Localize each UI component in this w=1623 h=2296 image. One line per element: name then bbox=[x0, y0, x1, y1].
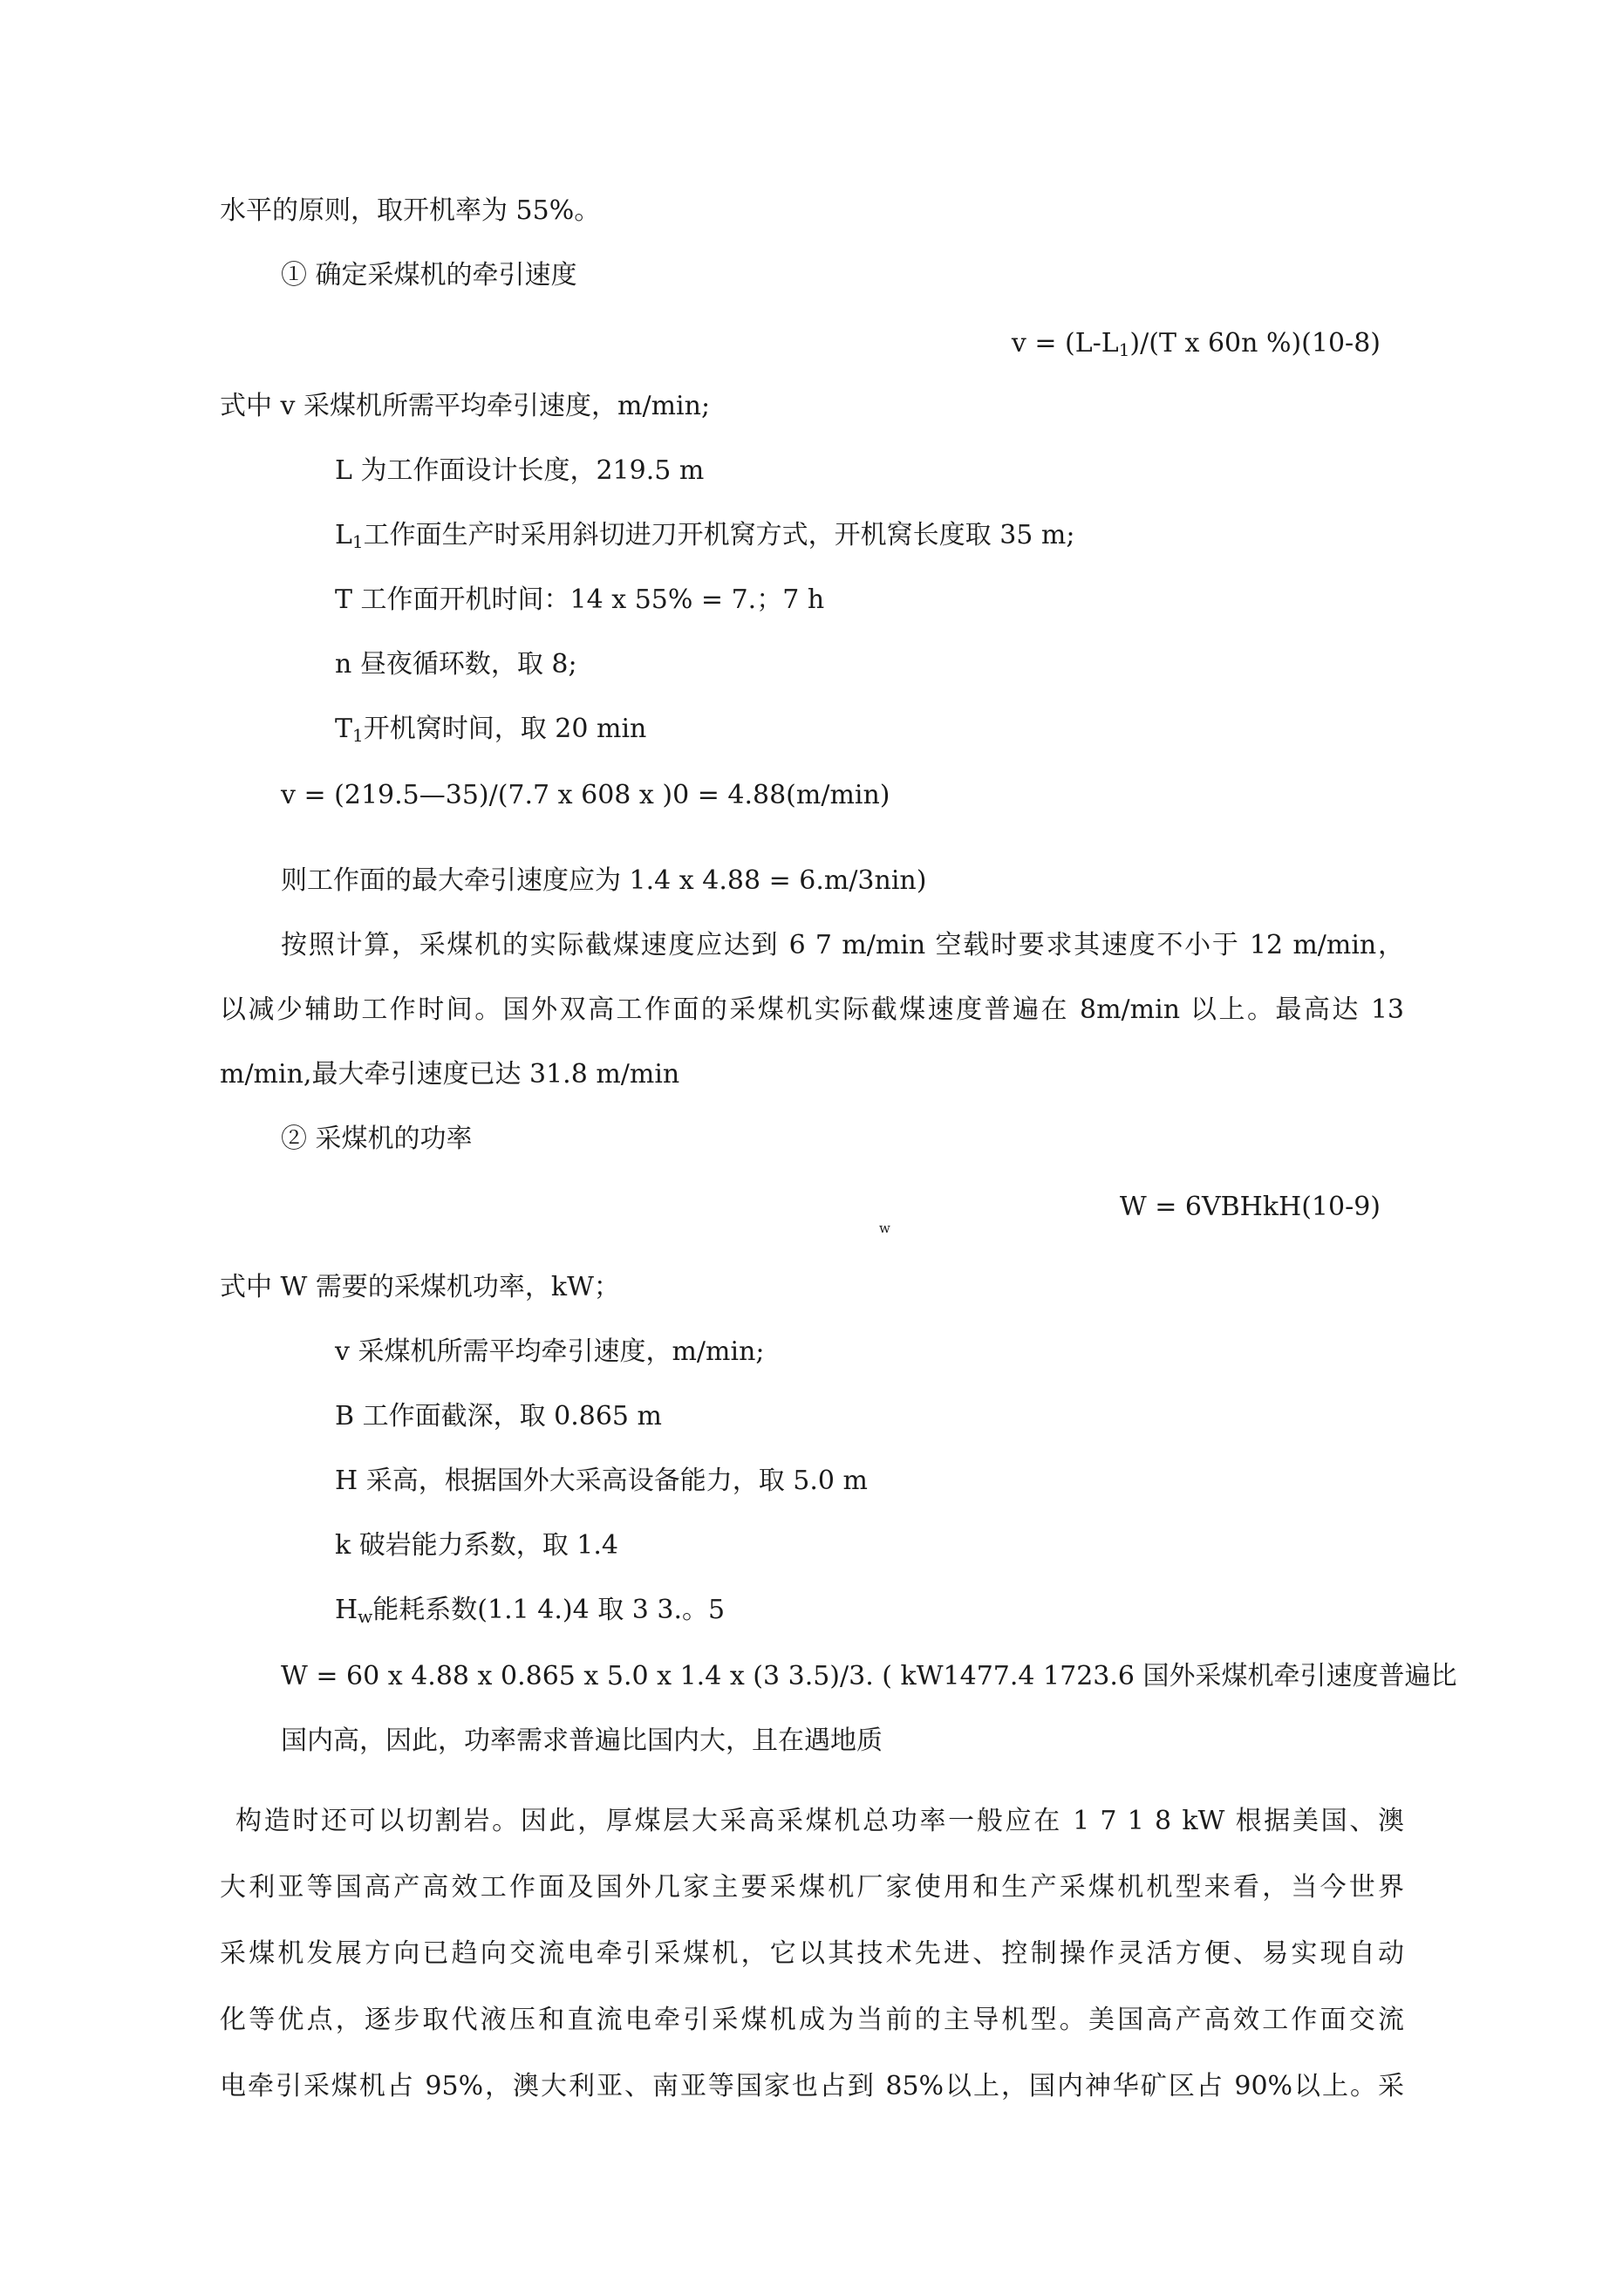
paragraph-line: 以减少辅助工作时间。国外双高工作面的采煤机实际截煤速度普遍在 8m/min 以上。最高达 13 bbox=[220, 994, 1404, 1025]
calculation-line: W = 60 x 4.88 x 0.865 x 5.0 x 1.4 x (3 3.5)/3. ( kW1477.4 1723.6 国外采煤机牵引速度普遍比 bbox=[281, 1661, 1457, 1691]
formula-10-9: W = 6VBHkH(10-9) bbox=[1119, 1192, 1381, 1222]
variable-definition-l1: $L_1$工作面生产时采用斜切进刀开机窝方式，开机窝长度取 35 m; bbox=[335, 520, 1075, 552]
section-heading-power: ② 采煤机的功率 bbox=[281, 1124, 473, 1154]
section-heading-traction-speed: ① 确定采煤机的牵引速度 bbox=[281, 260, 577, 290]
paragraph-line: m/min,最大牵引速度已达 31.8 m/min bbox=[220, 1059, 680, 1090]
formula-10-8: $v = (L-L_1)/(T$ x 60n %)(10-8) bbox=[1011, 328, 1381, 360]
variable-definition-v: v 采煤机所需平均牵引速度，m/min; bbox=[335, 1336, 765, 1367]
calculation-line: v = (219.5—35)/(7.7 x 608 x )0 = 4.88(m/min) bbox=[281, 780, 890, 810]
variable-definition-l: L 为工作面设计长度，219.5 m bbox=[335, 455, 705, 486]
paragraph-line: 电牵引采煤机占 95%，澳大利亚、南亚等国家也占到 85%以上，国内神华矿区占 90%以上。采 bbox=[220, 2071, 1404, 2101]
variable-definition-intro: 式中 W 需要的采煤机功率，kW； bbox=[220, 1272, 620, 1302]
paragraph-line: 按照计算，采煤机的实际截煤速度应达到 6 7 m/min 空载时要求其速度不小于 12 m/min， bbox=[281, 930, 1404, 960]
paragraph-line: 大利亚等国高产高效工作面及国外几家主要采煤机厂家使用和生产采煤机机型来看，当今世界 bbox=[220, 1872, 1404, 1903]
variable-definition-intro: 式中 v 采煤机所需平均牵引速度，m/min; bbox=[220, 391, 711, 421]
formula-subscript-w: w bbox=[879, 1220, 890, 1236]
variable-definition-t: T 工作面开机时间：14 x 55% = 7.；7 h bbox=[335, 584, 825, 615]
variable-definition-b: B 工作面截深，取 0.865 m bbox=[335, 1401, 662, 1432]
variable-definition-t1: $T_1$开机窝时间，取 20 min bbox=[335, 714, 647, 746]
paragraph-line: 构造时还可以切割岩。因此，厚煤层大采高采煤机总功率一般应在 1 7 1 8 kW 根据美国、澳 bbox=[235, 1806, 1404, 1836]
paragraph-line: 水平的原则，取开机率为 55%。 bbox=[220, 195, 601, 226]
variable-definition-h: H 采高，根据国外大采高设备能力，取 5.0 m bbox=[335, 1466, 868, 1496]
variable-definition-k: k 破岩能力系数，取 1.4 bbox=[335, 1530, 618, 1561]
paragraph-line: 化等优点，逐步取代液压和直流电牵引采煤机成为当前的主导机型。美国高产高效工作面交流 bbox=[220, 2005, 1404, 2035]
variable-definition-n: n 昼夜循环数，取 8; bbox=[335, 649, 577, 680]
variable-definition-hw: $H_w$能耗系数(1.1 4.)4 取 3 3.。5 bbox=[335, 1595, 726, 1627]
paragraph-line: 采煤机发展方向已趋向交流电牵引采煤机，它以其技术先进、控制操作灵活方便、易实现自动 bbox=[220, 1938, 1404, 1969]
paragraph-line: 则工作面的最大牵引速度应为 1.4 x 4.88 = 6.m/3nin) bbox=[281, 865, 927, 896]
paragraph-line: 国内高，因此，功率需求普遍比国内大，且在遇地质 bbox=[281, 1725, 883, 1756]
